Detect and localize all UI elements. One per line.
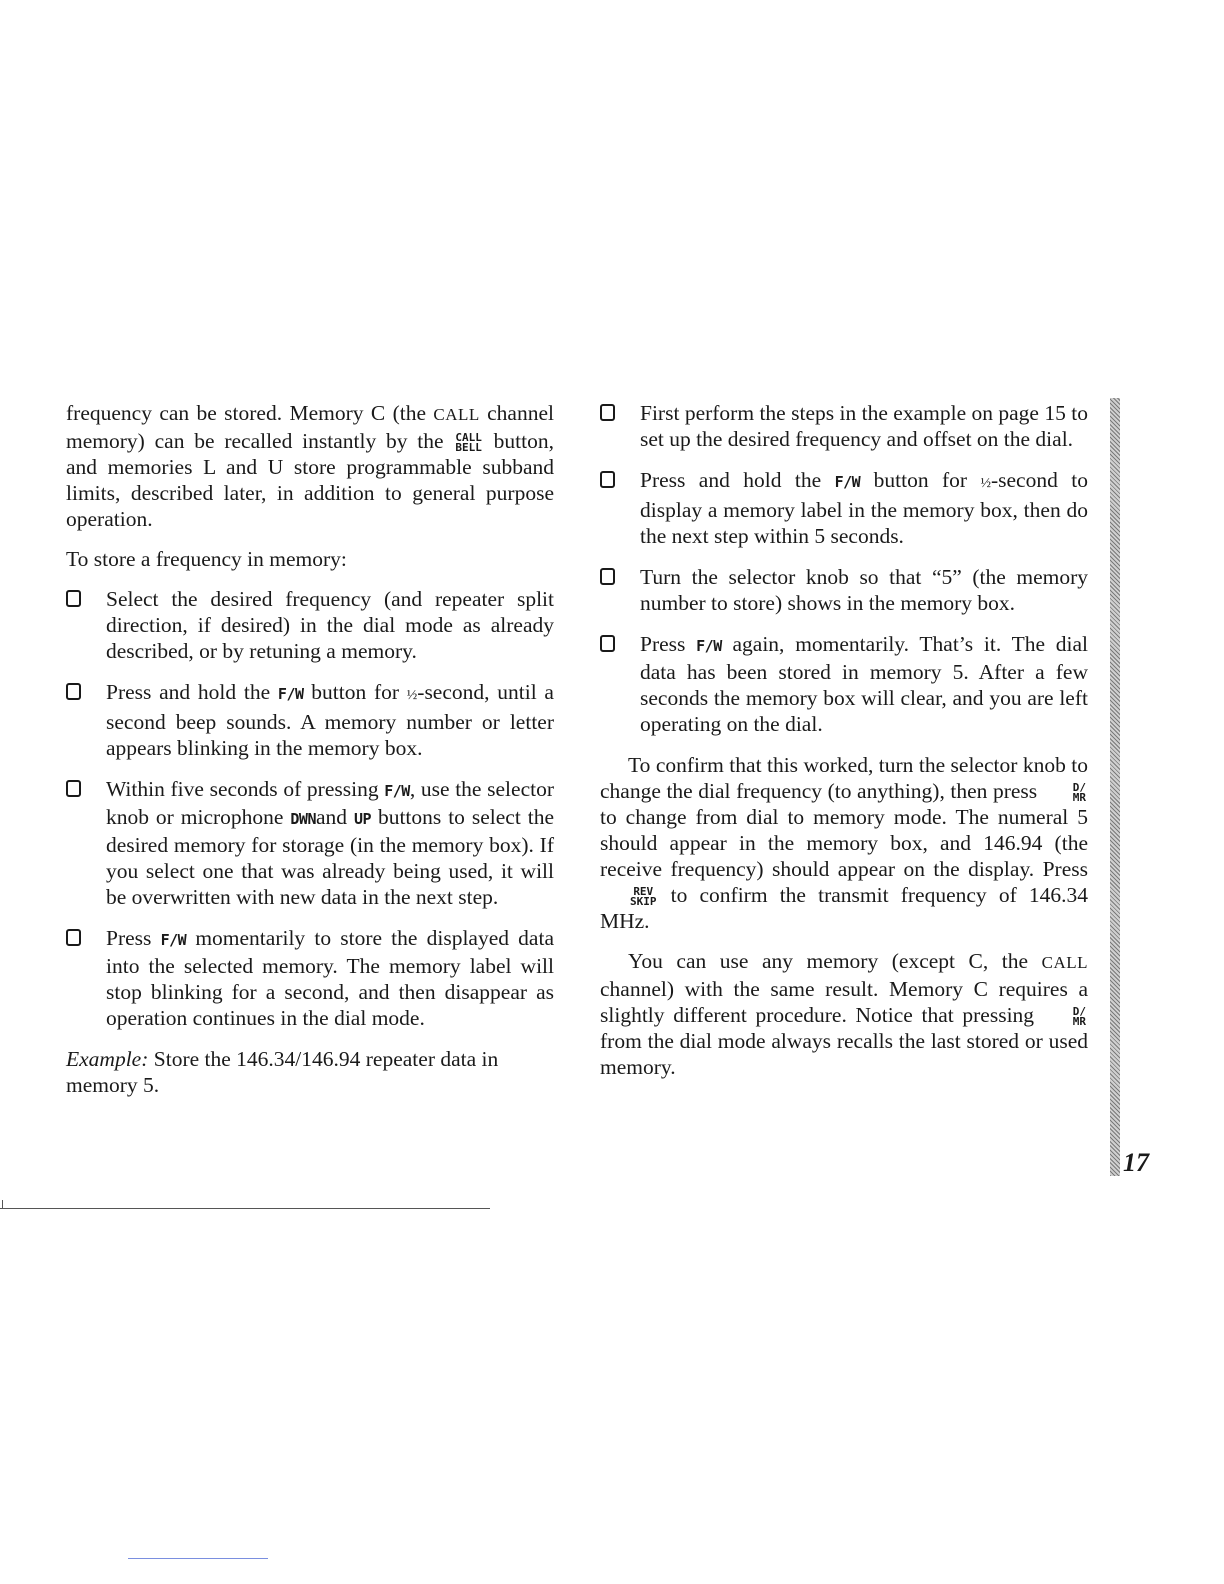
footer-link-underline: [128, 1558, 268, 1559]
text-run: -second, until a second beep sounds. A memory number or letter appears blinking in the memory box.: [106, 680, 554, 760]
step-text: Select the desired frequency (and repeater split direction, if desired) in the dial mode as already described, or by retuning a memory.: [106, 587, 554, 663]
key-top: D/: [1072, 781, 1086, 794]
checkbox-icon: [600, 471, 615, 488]
text-run: to change from dial to memory mode. The numeral 5 should appear in the memory box, and 146.94 (the receive frequency) should appear on the display. Press: [600, 805, 1088, 881]
side-thumb-tab: [1110, 398, 1120, 1176]
text-run: button, and memories L and U store programmable subband limits, described later, in addition to general purpose operation.: [66, 429, 554, 531]
step-turn-selector: [600, 564, 1088, 616]
text-run: from the dial mode always recalls the last stored or used memory.: [600, 1029, 1088, 1079]
text-run: -second to display a memory label in the memory box, then do the next step within 5 seconds.: [640, 468, 1088, 548]
step-display-label: [600, 467, 1088, 549]
key-top: REV: [633, 885, 654, 898]
text-run: again, momentarily. That’s it. The dial data has been stored in memory 5. After a few seconds the memory box will clear, and you are left operating on the dial.: [640, 632, 1088, 736]
checkbox-icon: [600, 635, 615, 652]
fraction: ½: [980, 476, 991, 491]
text-run: button for: [303, 680, 407, 704]
text-run: , use the selector knob or microphone: [106, 777, 554, 829]
call-label: CALL: [433, 405, 480, 424]
text-run: channel memory) can be recalled instantly by the: [66, 401, 554, 453]
page-number: 17: [1123, 1148, 1149, 1177]
bottom-rule-tick: [2, 1200, 3, 1209]
checkbox-icon: [66, 780, 81, 797]
call-label: CALL: [1041, 953, 1088, 972]
key-top: D/: [1072, 1005, 1086, 1018]
text-run: Press: [106, 926, 161, 950]
fraction: ½: [406, 688, 418, 703]
key-bottom: SKIP: [630, 895, 657, 908]
checkbox-icon: [600, 404, 615, 421]
key-top: CALL: [455, 431, 482, 444]
example-label: Example:: [66, 1047, 149, 1071]
step-text: First perform the steps in the example on page 15 to set up the desired frequency and offset on the dial.: [640, 401, 1088, 451]
right-column: [600, 400, 1088, 1094]
fw-key-label: F/W: [696, 637, 722, 655]
paragraph-memory-intro: [66, 400, 554, 532]
text-run: Within five seconds of pressing: [106, 777, 385, 801]
text-run: and: [315, 805, 354, 829]
text-run: Press and hold the: [640, 468, 835, 492]
left-column: [66, 400, 554, 1112]
paragraph-any-memory: [600, 948, 1088, 1080]
key-bottom: BELL: [455, 441, 482, 454]
fw-key-label: F/W: [834, 473, 861, 491]
text-run: channel) with the same result. Memory C requires a slightly different procedure. Notice that pressing: [600, 977, 1088, 1027]
fw-key-label: F/W: [160, 931, 187, 949]
checkbox-icon: [66, 683, 81, 700]
up-key-label: UP: [353, 810, 372, 828]
step-text: Turn the selector knob so that “5” (the memory number to store) shows in the memory box.: [640, 565, 1088, 615]
text-run: to confirm the transmit frequency of 146.34 MHz.: [600, 883, 1088, 933]
fw-key-label: F/W: [277, 685, 304, 703]
paragraph-store-heading: To store a frequency in memory:: [66, 547, 347, 571]
bottom-rule: [0, 1208, 490, 1209]
key-bottom: MR: [1072, 791, 1086, 804]
paragraph-confirm: [600, 752, 1088, 934]
text-run: To confirm that this worked, turn the selector knob to change the dial frequency (to anything), then press: [600, 753, 1088, 803]
step-press-fw-again: [600, 631, 1088, 737]
text-run: momentarily to store the displayed data into the selected memory. The memory label will stop blinking for a second, and then disappear as operation continues in the dial mode.: [106, 926, 554, 1030]
step-store-data: [66, 925, 554, 1031]
text-run: You can use any memory (except C, the: [628, 949, 1042, 973]
text-run: Press: [640, 632, 697, 656]
text-run: Press and hold the: [106, 680, 278, 704]
checkbox-icon: [600, 568, 615, 585]
call-bell-key-label: [455, 433, 482, 453]
text-run: frequency can be stored. Memory C (the: [66, 401, 434, 425]
text-run: buttons to select the desired memory for storage (in the memory box). If you select one that was already being used, it will be overwritten with new data in the next step.: [106, 805, 554, 909]
checkbox-icon: [66, 929, 81, 946]
dmr-key-label: [1045, 783, 1086, 803]
text-run: button for: [860, 468, 981, 492]
paragraph-example: [66, 1046, 554, 1098]
fw-key-label: F/W: [384, 782, 410, 800]
step-setup-frequency: [600, 400, 1088, 452]
rev-skip-key-label: [602, 887, 657, 907]
key-bottom: MR: [1072, 1015, 1086, 1028]
step-select-frequency: [66, 586, 554, 664]
text-run: Store the 146.34/146.94 repeater data in memory 5.: [66, 1047, 499, 1097]
checkbox-icon: [66, 590, 81, 607]
dmr-key-label: [1045, 1007, 1086, 1027]
step-select-memory: [66, 776, 554, 910]
dwn-key-label: DWN: [290, 810, 316, 828]
step-press-hold-fw: [66, 679, 554, 761]
